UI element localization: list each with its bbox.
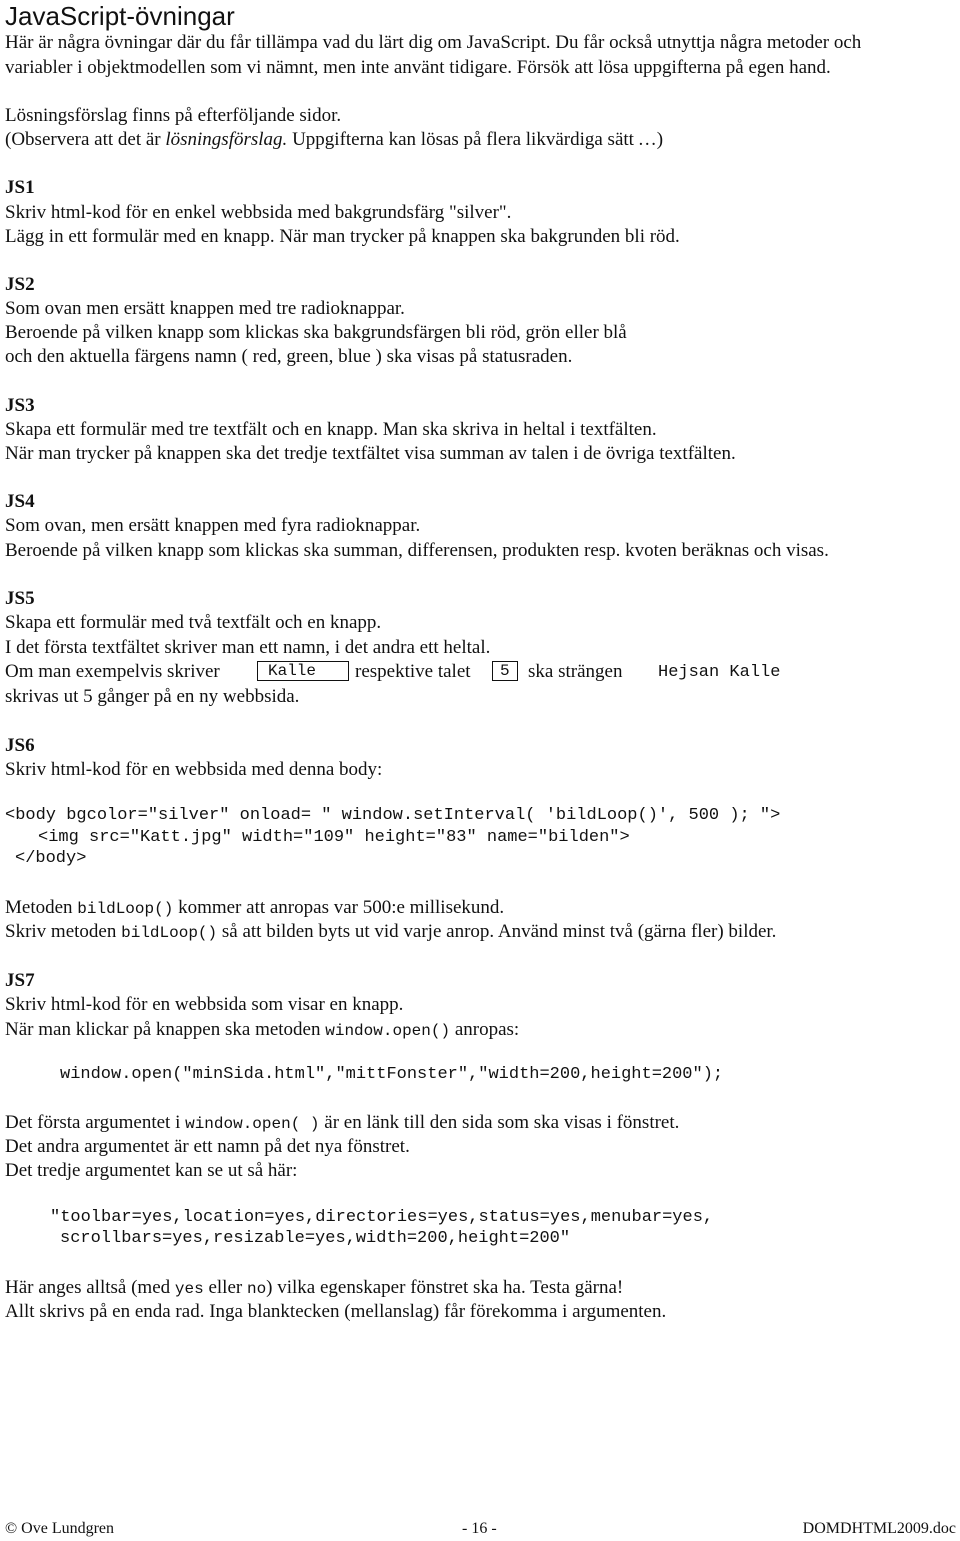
js5-line-3c: ska strängen [528,661,623,682]
js1-line-1: Skriv html-kod för en enkel webbsida med bakgrundsfärg "silver". [5,202,512,223]
js7-a1-code: window.open( ) [185,1115,320,1133]
js6-method-line-2 [5,922,776,941]
js3-line-2: När man trycker på knappen ska det tredje textfältet visa summan av talen i de övriga textfälten. [5,443,736,464]
js7-a1-text-a: Det första argumentet i [5,1112,181,1133]
js5-line-4: skrivas ut 5 gånger på en ny webbsida. [5,686,300,707]
js7-code-line-2: "toolbar=yes,location=yes,directories=yes,status=yes,menubar=yes, [50,1208,714,1227]
js6-m1-code: bildLoop() [77,900,174,918]
js3-line-1: Skapa ett formulär med tre textfält och en knapp. Man ska skriva in heltal i textfälten. [5,419,657,440]
js2-line-3: och den aktuella färgens namn ( red, green, blue ) ska visas på statusraden. [5,346,573,367]
intro-line-1: Här är några övningar där du får tillämpa vad du lärt dig om JavaScript. Du får också utnyttja några metoder och [5,32,862,53]
js6-m2-code: bildLoop() [121,924,218,942]
js7-heading: JS7 [5,970,35,991]
js7-l2-text-a: När man klickar på knappen ska metoden [5,1019,321,1040]
intro-note-prefix: (Observera att det är [5,129,166,150]
intro-note-emphasis: lösningsförslag. [165,129,288,150]
js7-code-line-3: scrollbars=yes,resizable=yes,width=200,height=200" [60,1229,571,1248]
js7-code-line-1: window.open("minSida.html","mittFonster","width=200,height=200"); [60,1065,724,1084]
js6-m2-text-a: Skriv metoden [5,921,117,942]
js4-line-2: Beroende på vilken knapp som klickas ska summan, differensen, produkten resp. kvoten beräknas och visas. [5,540,829,561]
js6-code-line-3: </body> [15,849,87,868]
js1-heading: JS1 [5,177,35,198]
js5-heading: JS5 [5,588,35,609]
js4-heading: JS4 [5,491,35,512]
js7-arg-line-3: Det tredje argumentet kan se ut så här: [5,1160,298,1181]
page-title: JavaScript-övningar [5,1,235,31]
footer-filename: DOMDHTML2009.doc [802,1520,956,1537]
intro-line-4 [5,130,663,149]
js7-e1-no: no [246,1280,267,1298]
js6-m1-text-a: Metoden [5,897,73,918]
js7-a1-text-b: är en länk till den sida som ska visas i fönstret. [324,1112,680,1133]
example-number-box: 5 [492,661,518,681]
intro-line-2: variabler i objektmodellen som vi nämnt, men inte använt tidigare. Försök att lösa uppgifterna på egen hand. [5,57,831,78]
js7-e1-yes: yes [174,1280,204,1298]
js2-line-1: Som ovan men ersätt knappen med tre radioknappar. [5,298,405,319]
js7-e1-text-b: eller [208,1277,243,1298]
js7-l2-text-b: anropas: [454,1019,520,1040]
intro-line-3: Lösningsförslag finns på efterföljande sidor. [5,105,342,126]
js6-code-line-1: <body bgcolor="silver" onload= " window.setInterval( 'bildLoop()', 500 ); "> [5,806,781,825]
js4-line-1: Som ovan, men ersätt knappen med fyra radioknappar. [5,515,421,536]
js7-l2-code: window.open() [325,1022,451,1040]
js7-arg-line-1 [5,1113,679,1132]
js6-method-line-1 [5,898,504,917]
footer-page-number: - 16 - [462,1520,497,1537]
js3-heading: JS3 [5,395,35,416]
example-output-string: Hejsan Kalle [658,663,781,682]
js1-line-2: Lägg in ett formulär med en knapp. När man trycker på knappen ska bakgrunden bli röd. [5,226,680,247]
js6-code-line-2: <img src="Katt.jpg" width="109" height="83" name="bilden"> [38,828,630,847]
js5-line-2: I det första textfältet skriver man ett namn, i det andra ett heltal. [5,637,491,658]
js5-line-3b: respektive talet [355,661,471,682]
js7-explain-line-2: Allt skrivs på en enda rad. Inga blanktecken (mellanslag) får förekomma i argumenten. [5,1301,667,1322]
js7-e1-text-c: ) vilka egenskaper fönstret ska ha. Testa gärna! [266,1277,624,1298]
example-name-box: Kalle [257,661,349,681]
js2-heading: JS2 [5,274,35,295]
js2-line-2: Beroende på vilken knapp som klickas ska bakgrundsfärgen bli röd, grön eller blå [5,322,627,343]
js7-explain-line-1 [5,1278,623,1297]
js7-e1-text-a: Här anges alltså (med [5,1277,171,1298]
js5-line-1: Skapa ett formulär med två textfält och en knapp. [5,612,382,633]
js6-m2-text-b: så att bilden byts ut vid varje anrop. Använd minst två (gärna fler) bilder. [221,921,777,942]
js6-line-1: Skriv html-kod för en webbsida med denna body: [5,759,383,780]
js6-heading: JS6 [5,735,35,756]
intro-note-suffix: Uppgifterna kan lösas på flera likvärdiga sätt …) [287,129,664,150]
js5-line-3a: Om man exempelvis skriver [5,661,220,682]
js7-line-1: Skriv html-kod för en webbsida som visar en knapp. [5,994,404,1015]
js7-arg-line-2: Det andra argumentet är ett namn på det nya fönstret. [5,1136,410,1157]
js7-line-2 [5,1020,519,1039]
footer-author: © Ove Lundgren [5,1520,115,1537]
js6-m1-text-b: kommer att anropas var 500:e millisekund. [178,897,505,918]
